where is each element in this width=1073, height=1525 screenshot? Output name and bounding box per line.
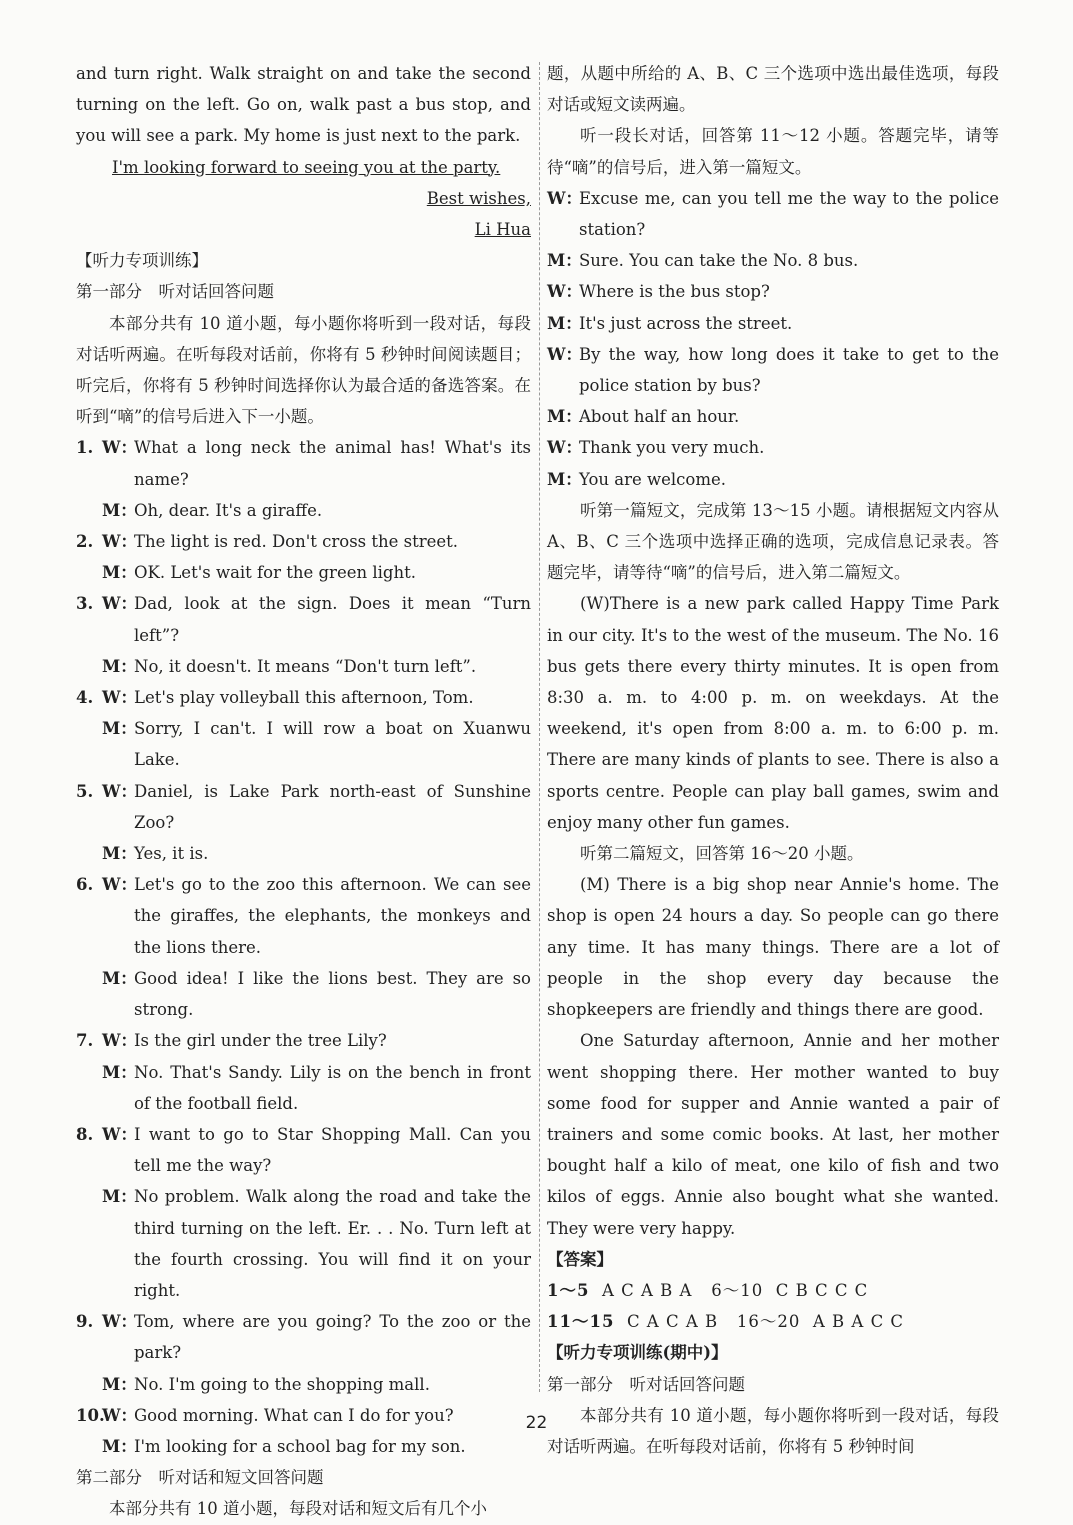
- dialog-line: [547, 432, 999, 463]
- dialog-text: Is the girl under the tree Lily?: [134, 1031, 387, 1051]
- speaker-label: M：: [547, 313, 582, 333]
- question-line: [76, 869, 531, 963]
- passage1: (W)There is a new park called Happy Time Park in our city. It's to the west of the museum. The No. 16 bus gets there every thirty minutes. It is open from 8:30 a. m. to 4:00 p. m. on weekdays. At the weekend, it's open from 8:00 a. m. to 6:00 p. m. There are many kinds of plants to see. There is also a sports centre. People can play ball games, swim and enjoy many other fun games.: [547, 594, 999, 832]
- speaker-label: M：: [102, 968, 137, 988]
- question-line: [76, 1306, 531, 1368]
- dialog-text: Tom, where are you going? To the zoo or the park?: [134, 1312, 531, 1363]
- speaker-label: M：: [102, 1374, 137, 1394]
- speaker-label: M：: [102, 656, 137, 676]
- dialog-text: You are welcome.: [579, 469, 726, 489]
- dialog-text: By the way, how long does it take to get to the police station by bus?: [579, 344, 999, 396]
- speaker-label: M：: [102, 1187, 137, 1207]
- dialog-text: Let's play volleyball this afternoon, Tom.: [134, 688, 474, 708]
- part2-intro-cont: 题，从题中所给的 A、B、C 三个选项中选出最佳选项，每段对话或短文读两遍。: [547, 64, 999, 115]
- speaker-label: M：: [547, 469, 582, 489]
- dialog-text: Daniel, is Lake Park north-east of Sunshine Zoo?: [134, 781, 531, 832]
- question-line: [76, 963, 531, 1025]
- question-line: [76, 1119, 531, 1181]
- letter-signoff: Best wishes,: [426, 188, 531, 208]
- speaker-label: W：: [102, 688, 138, 708]
- question-number: [76, 1369, 102, 1400]
- question-line: [76, 526, 531, 557]
- question-number: [76, 713, 102, 775]
- speaker-label: M：: [102, 500, 137, 520]
- passage2-para2: One Saturday afternoon, Annie and her mother went shopping there. Her mother wanted to buy some food for supper and Annie wanted a pair of trainers and some comic books. At last, her mother bought half a kilo of meat, one kilo of fish and two kilos of eggs. Annie also bought what she wanted. They were very happy.: [547, 1031, 999, 1238]
- question-number: 5.: [76, 781, 94, 801]
- dialog-text: Good morning. What can I do for you?: [134, 1405, 454, 1425]
- question-line: [76, 588, 531, 650]
- part1-title: 第一部分 听对话回答问题: [76, 282, 274, 302]
- dialog-line: [547, 464, 999, 495]
- question-number: 2.: [76, 532, 94, 552]
- speaker-label: W：: [547, 282, 583, 302]
- speaker-label: W：: [102, 781, 138, 801]
- question-line: [76, 1057, 531, 1119]
- speaker-label: W：: [102, 1124, 138, 1144]
- speaker-label: W：: [102, 875, 138, 895]
- left-column: [76, 58, 531, 1525]
- dialog-text: Good idea! I like the lions best. They are so strong.: [134, 968, 531, 1020]
- question-number: 1.: [76, 438, 94, 458]
- letter-body: and turn right. Walk straight on and take the second turning on the left. Go on, walk past a bus stop, and you will see a park. My home is just next to the park.: [76, 64, 531, 146]
- speaker-label: M：: [102, 719, 137, 739]
- dialog-line: [547, 339, 999, 401]
- speaker-label: M：: [547, 407, 582, 427]
- speaker-label: W：: [102, 1312, 138, 1332]
- dialog-text: OK. Let's wait for the green light.: [134, 563, 416, 583]
- dialog-text: No, it doesn't. It means “Don't turn left”.: [134, 656, 477, 676]
- midterm-title: 【听力专项训练(期中)】: [547, 1343, 728, 1363]
- speaker-label: W：: [547, 344, 583, 364]
- question-line: [76, 432, 531, 494]
- letter-closing: I'm looking forward to seeing you at the party.: [112, 157, 501, 177]
- letter-signature: Li Hua: [474, 220, 531, 240]
- dialog-text: I want to go to Star Shopping Mall. Can you tell me the way?: [134, 1124, 531, 1176]
- passage2-para1: (M) There is a big shop near Annie's home. The shop is open 24 hours a day. So people can go there any time. It has many things. There are a lot of people in the shop every day because the shopkeepers are friendly and things there are good.: [547, 875, 999, 1020]
- part2-intro: 本部分共有 10 道小题，每段对话和短文后有几个小: [109, 1499, 487, 1519]
- dialog-line: [547, 183, 999, 245]
- question-number: 4.: [76, 688, 94, 708]
- speaker-label: W：: [102, 1405, 138, 1425]
- speaker-label: W：: [547, 188, 583, 208]
- question-number: [76, 495, 102, 526]
- dialog-text: Oh, dear. It's a giraffe.: [134, 500, 323, 520]
- question-line: [76, 557, 531, 588]
- long-dialog-intro: 听一段长对话，回答第 11～12 小题。答题完毕，请等待“嘀”的信号后，进入第一篇短文。: [547, 126, 999, 177]
- page-number: 22: [525, 1413, 548, 1433]
- question-line: [76, 682, 531, 713]
- question-line: [76, 495, 531, 526]
- section-title: 【听力专项训练】: [76, 251, 208, 271]
- question-line: [76, 1369, 531, 1400]
- question-line: [76, 651, 531, 682]
- dialog-text: Sure. You can take the No. 8 bus.: [579, 251, 859, 271]
- question-line: [76, 838, 531, 869]
- answer-line-2: 11～15 C A C A B 16～20 A B A C C: [547, 1312, 905, 1332]
- dialog-line: [547, 308, 999, 339]
- dialog-text: I'm looking for a school bag for my son.: [134, 1436, 466, 1456]
- speaker-label: W：: [102, 532, 138, 552]
- question-number: [76, 1431, 102, 1462]
- speaker-label: W：: [102, 438, 138, 458]
- speaker-label: M：: [102, 563, 137, 583]
- speaker-label: M：: [102, 1062, 137, 1082]
- dialog-text: The light is red. Don't cross the street.: [134, 532, 459, 552]
- dialog-text: No problem. Walk along the road and take the third turning on the left. Er. . . No. Turn left at the fourth crossing. You will find it on your right.: [134, 1187, 531, 1300]
- passage1-intro: 听第一篇短文，完成第 13～15 小题。请根据短文内容从 A、B、C 三个选项中选择正确的选项，完成信息记录表。答题完毕，请等待“嘀”的信号后，进入第二篇短文。: [547, 500, 999, 583]
- part1-intro: 本部分共有 10 道小题，每小题你将听到一段对话，每段对话听两遍。在听每段对话前，你将有 5 秒钟时间阅读题目；听完后，你将有 5 秒钟时间选择你认为最合适的备选答案。在听到“嘀”的信号后进入下一小题。: [76, 313, 531, 427]
- question-number: [76, 557, 102, 588]
- dialog-text: No. I'm going to the shopping mall.: [134, 1374, 430, 1394]
- dialog-text: Yes, it is.: [134, 844, 209, 864]
- question-line: [76, 776, 531, 838]
- question-number: 10.: [76, 1405, 105, 1425]
- midterm-part1-title: 第一部分 听对话回答问题: [547, 1374, 745, 1394]
- dialog-text: Sorry, I can't. I will row a boat on Xuanwu Lake.: [134, 719, 531, 770]
- right-column: [547, 58, 999, 1462]
- dialog-line: [547, 245, 999, 276]
- dialog-line: [547, 276, 999, 307]
- question-line: [76, 1025, 531, 1056]
- dialog-text: No. That's Sandy. Lily is on the bench in front of the football field.: [134, 1062, 531, 1113]
- dialog-text: Dad, look at the sign. Does it mean “Turn left”?: [134, 594, 531, 645]
- speaker-label: W：: [102, 1031, 138, 1051]
- question-number: 6.: [76, 875, 94, 895]
- dialog-text: What a long neck the animal has! What's its name?: [134, 438, 531, 489]
- dialog-text: Let's go to the zoo this afternoon. We can see the giraffes, the elephants, the monkeys and the lions there.: [134, 875, 531, 957]
- answer-line-1: 1～5 A C A B A 6～10 C B C C C: [547, 1280, 869, 1300]
- speaker-label: M：: [547, 251, 582, 271]
- speaker-label: W：: [102, 594, 138, 614]
- speaker-label: W：: [547, 438, 583, 458]
- passage2-intro: 听第二篇短文，回答第 16～20 小题。: [580, 844, 864, 864]
- question-number: 9.: [76, 1312, 94, 1332]
- question-number: 7.: [76, 1031, 94, 1051]
- answer-title: 【答案】: [547, 1249, 613, 1269]
- question-number: [76, 1181, 102, 1306]
- speaker-label: M：: [102, 1436, 137, 1456]
- part2-title: 第二部分 听对话和短文回答问题: [76, 1468, 324, 1488]
- midterm-intro: 本部分共有 10 道小题，每小题你将听到一段对话，每段对话听两遍。在听每段对话前，你将有 5 秒钟时间: [547, 1405, 999, 1456]
- long-dialog: [547, 183, 999, 495]
- column-divider: [539, 62, 540, 1392]
- question-number: [76, 651, 102, 682]
- question-line: [76, 713, 531, 775]
- question-list: [76, 432, 531, 1462]
- question-number: 3.: [76, 594, 94, 614]
- dialog-text: It's just across the street.: [579, 313, 793, 333]
- dialog-text: About half an hour.: [579, 407, 740, 427]
- question-number: [76, 1057, 102, 1119]
- question-number: 8.: [76, 1124, 94, 1144]
- dialog-text: Thank you very much.: [579, 438, 765, 458]
- question-number: [76, 963, 102, 1025]
- question-line: [76, 1181, 531, 1306]
- dialog-text: Where is the bus stop?: [579, 282, 770, 302]
- question-number: [76, 838, 102, 869]
- dialog-line: [547, 401, 999, 432]
- speaker-label: M：: [102, 844, 137, 864]
- dialog-text: Excuse me, can you tell me the way to the police station?: [579, 188, 999, 240]
- question-line: [76, 1431, 531, 1462]
